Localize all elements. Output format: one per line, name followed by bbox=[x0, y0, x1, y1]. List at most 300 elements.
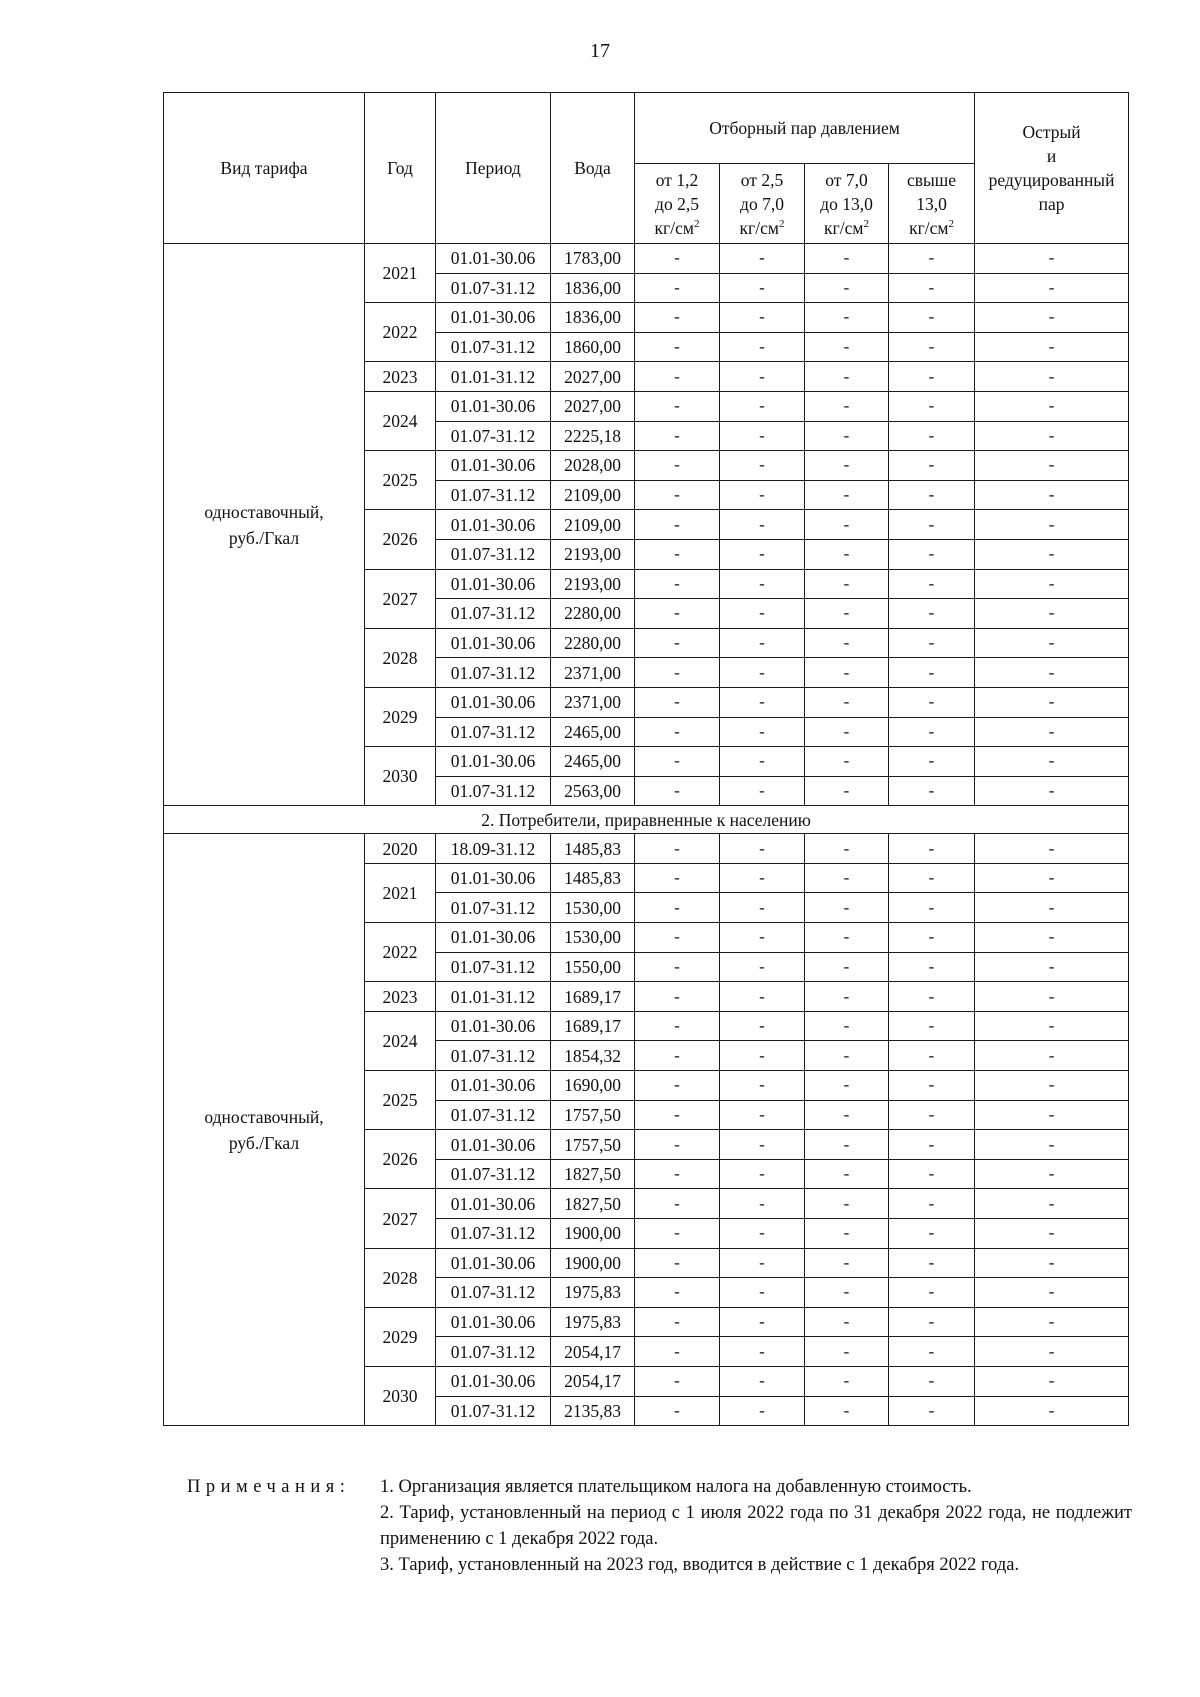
empty-value-cell: - bbox=[889, 1396, 975, 1426]
empty-value-cell: - bbox=[889, 717, 975, 747]
empty-value-cell: - bbox=[720, 391, 805, 421]
water-cell: 1485,83 bbox=[551, 863, 635, 893]
empty-value-cell: - bbox=[635, 1100, 720, 1130]
period-cell: 01.07-31.12 bbox=[436, 776, 551, 806]
year-cell: 2030 bbox=[365, 1366, 436, 1425]
empty-value-cell: - bbox=[805, 658, 889, 688]
empty-value-cell: - bbox=[720, 539, 805, 569]
period-cell: 01.07-31.12 bbox=[436, 1396, 551, 1426]
empty-value-cell: - bbox=[975, 1219, 1129, 1249]
empty-value-cell: - bbox=[720, 569, 805, 599]
unit-superscript: 2 bbox=[693, 217, 700, 230]
empty-value-cell: - bbox=[635, 451, 720, 481]
empty-value-cell: - bbox=[805, 1159, 889, 1189]
water-cell: 1757,50 bbox=[551, 1100, 635, 1130]
water-cell: 1689,17 bbox=[551, 982, 635, 1012]
note-item: 3. Тариф, установленный на 2023 год, вводится в действие с 1 декабря 2022 года. bbox=[380, 1555, 1020, 1575]
period-cell: 01.01-31.12 bbox=[436, 362, 551, 392]
period-cell: 01.07-31.12 bbox=[436, 658, 551, 688]
empty-value-cell: - bbox=[720, 687, 805, 717]
empty-value-cell: - bbox=[889, 1011, 975, 1041]
empty-value-cell: - bbox=[975, 628, 1129, 658]
steam-col-unit bbox=[805, 216, 888, 240]
empty-value-cell: - bbox=[720, 1366, 805, 1396]
tariff-table bbox=[163, 92, 1129, 1426]
empty-value-cell: - bbox=[975, 1189, 1129, 1219]
empty-value-cell: - bbox=[720, 923, 805, 953]
empty-value-cell: - bbox=[720, 1011, 805, 1041]
water-cell: 1690,00 bbox=[551, 1071, 635, 1101]
empty-value-cell: - bbox=[975, 658, 1129, 688]
empty-value-cell: - bbox=[889, 982, 975, 1012]
empty-value-cell: - bbox=[805, 717, 889, 747]
empty-value-cell: - bbox=[805, 569, 889, 599]
water-cell: 2109,00 bbox=[551, 510, 635, 540]
empty-value-cell: - bbox=[889, 273, 975, 303]
year-cell: 2024 bbox=[365, 1011, 436, 1070]
header-steam-col bbox=[635, 164, 720, 244]
table-row bbox=[164, 834, 1129, 864]
water-cell: 1836,00 bbox=[551, 303, 635, 333]
empty-value-cell: - bbox=[805, 1011, 889, 1041]
empty-value-cell: - bbox=[889, 834, 975, 864]
empty-value-cell: - bbox=[975, 510, 1129, 540]
water-cell: 1827,50 bbox=[551, 1159, 635, 1189]
water-cell: 2193,00 bbox=[551, 569, 635, 599]
water-cell: 2028,00 bbox=[551, 451, 635, 481]
water-cell: 1827,50 bbox=[551, 1189, 635, 1219]
steam-col-unit-text: кг/см bbox=[654, 217, 694, 238]
period-cell: 18.09-31.12 bbox=[436, 834, 551, 864]
period-cell: 01.01-30.06 bbox=[436, 1248, 551, 1278]
empty-value-cell: - bbox=[889, 599, 975, 629]
period-cell: 01.07-31.12 bbox=[436, 1219, 551, 1249]
unit-superscript: 2 bbox=[948, 217, 954, 230]
empty-value-cell: - bbox=[975, 1366, 1129, 1396]
empty-value-cell: - bbox=[975, 569, 1129, 599]
empty-value-cell: - bbox=[635, 569, 720, 599]
water-cell: 2465,00 bbox=[551, 717, 635, 747]
water-cell: 1975,83 bbox=[551, 1278, 635, 1308]
empty-value-cell: - bbox=[635, 539, 720, 569]
empty-value-cell: - bbox=[805, 273, 889, 303]
empty-value-cell: - bbox=[720, 952, 805, 982]
period-cell: 01.07-31.12 bbox=[436, 599, 551, 629]
empty-value-cell: - bbox=[975, 1041, 1129, 1071]
water-cell: 1783,00 bbox=[551, 244, 635, 274]
water-cell: 1530,00 bbox=[551, 893, 635, 923]
note-item: 1. Организация является плательщиком налога на добавленную стоимость. bbox=[380, 1477, 972, 1497]
empty-value-cell: - bbox=[805, 421, 889, 451]
year-cell: 2023 bbox=[365, 982, 436, 1012]
empty-value-cell: - bbox=[635, 1278, 720, 1308]
empty-value-cell: - bbox=[975, 982, 1129, 1012]
steam-col-line: от 7,0 bbox=[825, 169, 868, 190]
empty-value-cell: - bbox=[975, 244, 1129, 274]
tariff-type-line: руб./Гкал bbox=[228, 527, 300, 548]
empty-value-cell: - bbox=[635, 391, 720, 421]
empty-value-cell: - bbox=[889, 1100, 975, 1130]
empty-value-cell: - bbox=[975, 539, 1129, 569]
water-cell: 2027,00 bbox=[551, 391, 635, 421]
empty-value-cell: - bbox=[720, 1130, 805, 1160]
steam-col-line: 13,0 bbox=[916, 193, 947, 214]
empty-value-cell: - bbox=[805, 747, 889, 777]
year-cell: 2029 bbox=[365, 687, 436, 746]
empty-value-cell: - bbox=[889, 451, 975, 481]
empty-value-cell: - bbox=[889, 569, 975, 599]
empty-value-cell: - bbox=[720, 1219, 805, 1249]
empty-value-cell: - bbox=[635, 717, 720, 747]
empty-value-cell: - bbox=[889, 1071, 975, 1101]
tariff-type-cell bbox=[164, 244, 365, 806]
empty-value-cell: - bbox=[805, 863, 889, 893]
empty-value-cell: - bbox=[889, 1219, 975, 1249]
water-cell: 1757,50 bbox=[551, 1130, 635, 1160]
empty-value-cell: - bbox=[805, 1189, 889, 1219]
empty-value-cell: - bbox=[720, 776, 805, 806]
water-cell: 1900,00 bbox=[551, 1248, 635, 1278]
year-cell: 2025 bbox=[365, 451, 436, 510]
empty-value-cell: - bbox=[889, 863, 975, 893]
empty-value-cell: - bbox=[889, 421, 975, 451]
period-cell: 01.01-30.06 bbox=[436, 510, 551, 540]
empty-value-cell: - bbox=[975, 1278, 1129, 1308]
empty-value-cell: - bbox=[889, 1307, 975, 1337]
year-cell: 2022 bbox=[365, 303, 436, 362]
water-cell: 1689,17 bbox=[551, 1011, 635, 1041]
empty-value-cell: - bbox=[805, 1219, 889, 1249]
water-cell: 2109,00 bbox=[551, 480, 635, 510]
header-sharp-steam-l4: пар bbox=[1038, 194, 1065, 214]
period-cell: 01.07-31.12 bbox=[436, 1041, 551, 1071]
empty-value-cell: - bbox=[889, 244, 975, 274]
empty-value-cell: - bbox=[720, 332, 805, 362]
empty-value-cell: - bbox=[805, 303, 889, 333]
period-cell: 01.01-30.06 bbox=[436, 1130, 551, 1160]
page-number: 17 bbox=[590, 40, 610, 62]
steam-col-unit-text: кг/см bbox=[909, 217, 949, 238]
steam-col-line: от 1,2 bbox=[655, 169, 699, 190]
period-cell: 01.01-30.06 bbox=[436, 569, 551, 599]
water-cell: 1530,00 bbox=[551, 923, 635, 953]
empty-value-cell: - bbox=[805, 244, 889, 274]
period-cell: 01.01-30.06 bbox=[436, 863, 551, 893]
period-cell: 01.07-31.12 bbox=[436, 1278, 551, 1308]
empty-value-cell: - bbox=[635, 863, 720, 893]
empty-value-cell: - bbox=[889, 776, 975, 806]
water-cell: 2465,00 bbox=[551, 747, 635, 777]
water-cell: 2054,17 bbox=[551, 1366, 635, 1396]
header-water: Вода bbox=[551, 93, 635, 244]
empty-value-cell: - bbox=[720, 1337, 805, 1367]
year-cell: 2020 bbox=[365, 834, 436, 864]
empty-value-cell: - bbox=[635, 1159, 720, 1189]
empty-value-cell: - bbox=[635, 1366, 720, 1396]
empty-value-cell: - bbox=[805, 628, 889, 658]
empty-value-cell: - bbox=[805, 982, 889, 1012]
empty-value-cell: - bbox=[889, 1159, 975, 1189]
header-steam-col bbox=[720, 164, 805, 244]
period-cell: 01.01-30.06 bbox=[436, 1071, 551, 1101]
empty-value-cell: - bbox=[805, 1071, 889, 1101]
empty-value-cell: - bbox=[720, 303, 805, 333]
note-item: 2. Тариф, установленный на период с 1 июля 2022 года по 31 декабря 2022 года, не подлежит применению с 1 декабря 2022 года. bbox=[380, 1503, 1132, 1549]
empty-value-cell: - bbox=[805, 1130, 889, 1160]
empty-value-cell: - bbox=[889, 1366, 975, 1396]
empty-value-cell: - bbox=[720, 1278, 805, 1308]
empty-value-cell: - bbox=[720, 1041, 805, 1071]
empty-value-cell: - bbox=[635, 510, 720, 540]
water-cell: 1900,00 bbox=[551, 1219, 635, 1249]
empty-value-cell: - bbox=[635, 273, 720, 303]
year-cell: 2026 bbox=[365, 510, 436, 569]
empty-value-cell: - bbox=[889, 923, 975, 953]
empty-value-cell: - bbox=[889, 362, 975, 392]
steam-col-line: до 2,5 bbox=[655, 193, 699, 214]
steam-col-unit bbox=[720, 216, 804, 240]
empty-value-cell: - bbox=[975, 952, 1129, 982]
empty-value-cell: - bbox=[889, 332, 975, 362]
notes-label: Примечания: bbox=[187, 1477, 351, 1497]
period-cell: 01.01-30.06 bbox=[436, 1189, 551, 1219]
period-cell: 01.07-31.12 bbox=[436, 332, 551, 362]
period-cell: 01.07-31.12 bbox=[436, 421, 551, 451]
header-steam-col bbox=[889, 164, 975, 244]
period-cell: 01.07-31.12 bbox=[436, 1159, 551, 1189]
year-cell: 2026 bbox=[365, 1130, 436, 1189]
empty-value-cell: - bbox=[889, 539, 975, 569]
empty-value-cell: - bbox=[720, 747, 805, 777]
empty-value-cell: - bbox=[889, 510, 975, 540]
empty-value-cell: - bbox=[975, 451, 1129, 481]
empty-value-cell: - bbox=[975, 599, 1129, 629]
empty-value-cell: - bbox=[720, 362, 805, 392]
empty-value-cell: - bbox=[975, 1130, 1129, 1160]
empty-value-cell: - bbox=[805, 332, 889, 362]
empty-value-cell: - bbox=[635, 834, 720, 864]
water-cell: 1860,00 bbox=[551, 332, 635, 362]
empty-value-cell: - bbox=[635, 893, 720, 923]
water-cell: 2280,00 bbox=[551, 599, 635, 629]
empty-value-cell: - bbox=[720, 244, 805, 274]
empty-value-cell: - bbox=[805, 599, 889, 629]
empty-value-cell: - bbox=[889, 480, 975, 510]
empty-value-cell: - bbox=[975, 1159, 1129, 1189]
empty-value-cell: - bbox=[805, 1041, 889, 1071]
empty-value-cell: - bbox=[805, 362, 889, 392]
empty-value-cell: - bbox=[975, 1011, 1129, 1041]
header-sharp-steam-l2: и bbox=[1046, 146, 1057, 166]
empty-value-cell: - bbox=[805, 1100, 889, 1130]
empty-value-cell: - bbox=[635, 1219, 720, 1249]
empty-value-cell: - bbox=[975, 303, 1129, 333]
header-sharp-steam-l1: Острый bbox=[1022, 122, 1081, 142]
empty-value-cell: - bbox=[720, 480, 805, 510]
empty-value-cell: - bbox=[805, 1337, 889, 1367]
empty-value-cell: - bbox=[975, 1100, 1129, 1130]
empty-value-cell: - bbox=[635, 244, 720, 274]
empty-value-cell: - bbox=[805, 1396, 889, 1426]
empty-value-cell: - bbox=[635, 658, 720, 688]
empty-value-cell: - bbox=[975, 776, 1129, 806]
tariff-type-line: руб./Гкал bbox=[228, 1132, 300, 1153]
unit-superscript: 2 bbox=[863, 217, 869, 230]
empty-value-cell: - bbox=[889, 1278, 975, 1308]
unit-superscript: 2 bbox=[778, 217, 785, 230]
empty-value-cell: - bbox=[635, 747, 720, 777]
year-cell: 2024 bbox=[365, 391, 436, 450]
empty-value-cell: - bbox=[975, 1337, 1129, 1367]
empty-value-cell: - bbox=[635, 1130, 720, 1160]
water-cell: 1485,83 bbox=[551, 834, 635, 864]
empty-value-cell: - bbox=[889, 1189, 975, 1219]
year-cell: 2021 bbox=[365, 244, 436, 303]
header-sharp-steam-l3: редуцированный bbox=[988, 170, 1115, 190]
empty-value-cell: - bbox=[635, 599, 720, 629]
period-cell: 01.07-31.12 bbox=[436, 539, 551, 569]
water-cell: 1975,83 bbox=[551, 1307, 635, 1337]
header-period: Период bbox=[436, 93, 551, 244]
header-steam-group: Отборный пар давлением bbox=[635, 93, 975, 164]
year-cell: 2028 bbox=[365, 1248, 436, 1307]
empty-value-cell: - bbox=[635, 480, 720, 510]
year-cell: 2022 bbox=[365, 923, 436, 982]
empty-value-cell: - bbox=[975, 923, 1129, 953]
empty-value-cell: - bbox=[975, 391, 1129, 421]
empty-value-cell: - bbox=[805, 1278, 889, 1308]
empty-value-cell: - bbox=[635, 303, 720, 333]
water-cell: 1854,32 bbox=[551, 1041, 635, 1071]
year-cell: 2021 bbox=[365, 863, 436, 922]
water-cell: 2027,00 bbox=[551, 362, 635, 392]
empty-value-cell: - bbox=[720, 1159, 805, 1189]
water-cell: 2225,18 bbox=[551, 421, 635, 451]
empty-value-cell: - bbox=[720, 1071, 805, 1101]
period-cell: 01.01-30.06 bbox=[436, 687, 551, 717]
section-row bbox=[164, 806, 1129, 834]
empty-value-cell: - bbox=[975, 1307, 1129, 1337]
empty-value-cell: - bbox=[805, 1307, 889, 1337]
water-cell: 2371,00 bbox=[551, 687, 635, 717]
tariff-type-line: одноставочный, bbox=[204, 1106, 324, 1127]
period-cell: 01.07-31.12 bbox=[436, 893, 551, 923]
steam-col-line: до 13,0 bbox=[820, 193, 873, 214]
year-cell: 2028 bbox=[365, 628, 436, 687]
empty-value-cell: - bbox=[889, 952, 975, 982]
header-year: Год bbox=[365, 93, 436, 244]
empty-value-cell: - bbox=[805, 451, 889, 481]
period-cell: 01.01-30.06 bbox=[436, 244, 551, 274]
empty-value-cell: - bbox=[635, 1248, 720, 1278]
steam-col-unit-text: кг/см bbox=[739, 217, 779, 238]
empty-value-cell: - bbox=[805, 952, 889, 982]
empty-value-cell: - bbox=[720, 421, 805, 451]
water-cell: 2563,00 bbox=[551, 776, 635, 806]
empty-value-cell: - bbox=[635, 362, 720, 392]
empty-value-cell: - bbox=[805, 893, 889, 923]
section-title: 2. Потребители, приравненные к населению bbox=[164, 806, 1129, 834]
empty-value-cell: - bbox=[720, 982, 805, 1012]
empty-value-cell: - bbox=[805, 510, 889, 540]
period-cell: 01.01-30.06 bbox=[436, 451, 551, 481]
empty-value-cell: - bbox=[889, 391, 975, 421]
period-cell: 01.01-30.06 bbox=[436, 1011, 551, 1041]
table-row bbox=[164, 244, 1129, 274]
empty-value-cell: - bbox=[635, 1396, 720, 1426]
empty-value-cell: - bbox=[975, 893, 1129, 923]
steam-col-line: свыше bbox=[907, 169, 957, 190]
empty-value-cell: - bbox=[975, 717, 1129, 747]
period-cell: 01.07-31.12 bbox=[436, 1100, 551, 1130]
empty-value-cell: - bbox=[720, 628, 805, 658]
year-cell: 2030 bbox=[365, 747, 436, 806]
water-cell: 2135,83 bbox=[551, 1396, 635, 1426]
empty-value-cell: - bbox=[805, 539, 889, 569]
empty-value-cell: - bbox=[635, 421, 720, 451]
empty-value-cell: - bbox=[889, 303, 975, 333]
empty-value-cell: - bbox=[720, 1100, 805, 1130]
empty-value-cell: - bbox=[635, 687, 720, 717]
empty-value-cell: - bbox=[975, 834, 1129, 864]
empty-value-cell: - bbox=[720, 717, 805, 747]
year-cell: 2027 bbox=[365, 569, 436, 628]
empty-value-cell: - bbox=[720, 893, 805, 923]
water-cell: 1550,00 bbox=[551, 952, 635, 982]
empty-value-cell: - bbox=[720, 1396, 805, 1426]
empty-value-cell: - bbox=[805, 480, 889, 510]
year-cell: 2027 bbox=[365, 1189, 436, 1248]
period-cell: 01.07-31.12 bbox=[436, 952, 551, 982]
water-cell: 2371,00 bbox=[551, 658, 635, 688]
empty-value-cell: - bbox=[720, 863, 805, 893]
period-cell: 01.07-31.12 bbox=[436, 480, 551, 510]
empty-value-cell: - bbox=[805, 391, 889, 421]
empty-value-cell: - bbox=[805, 687, 889, 717]
steam-col-unit bbox=[635, 216, 719, 240]
empty-value-cell: - bbox=[975, 1248, 1129, 1278]
empty-value-cell: - bbox=[720, 1248, 805, 1278]
empty-value-cell: - bbox=[635, 1041, 720, 1071]
empty-value-cell: - bbox=[805, 1248, 889, 1278]
empty-value-cell: - bbox=[635, 982, 720, 1012]
empty-value-cell: - bbox=[805, 834, 889, 864]
empty-value-cell: - bbox=[975, 480, 1129, 510]
empty-value-cell: - bbox=[805, 776, 889, 806]
empty-value-cell: - bbox=[975, 332, 1129, 362]
empty-value-cell: - bbox=[720, 834, 805, 864]
year-cell: 2023 bbox=[365, 362, 436, 392]
period-cell: 01.01-30.06 bbox=[436, 391, 551, 421]
empty-value-cell: - bbox=[975, 273, 1129, 303]
period-cell: 01.01-30.06 bbox=[436, 923, 551, 953]
empty-value-cell: - bbox=[720, 599, 805, 629]
empty-value-cell: - bbox=[975, 687, 1129, 717]
header-sharp-steam bbox=[975, 93, 1129, 244]
empty-value-cell: - bbox=[889, 1248, 975, 1278]
empty-value-cell: - bbox=[889, 1041, 975, 1071]
empty-value-cell: - bbox=[635, 1307, 720, 1337]
header-steam-col bbox=[805, 164, 889, 244]
empty-value-cell: - bbox=[975, 1071, 1129, 1101]
empty-value-cell: - bbox=[889, 687, 975, 717]
empty-value-cell: - bbox=[975, 421, 1129, 451]
period-cell: 01.07-31.12 bbox=[436, 1337, 551, 1367]
period-cell: 01.01-30.06 bbox=[436, 303, 551, 333]
empty-value-cell: - bbox=[635, 1337, 720, 1367]
empty-value-cell: - bbox=[805, 923, 889, 953]
tariff-type-line: одноставочный, bbox=[204, 501, 324, 522]
